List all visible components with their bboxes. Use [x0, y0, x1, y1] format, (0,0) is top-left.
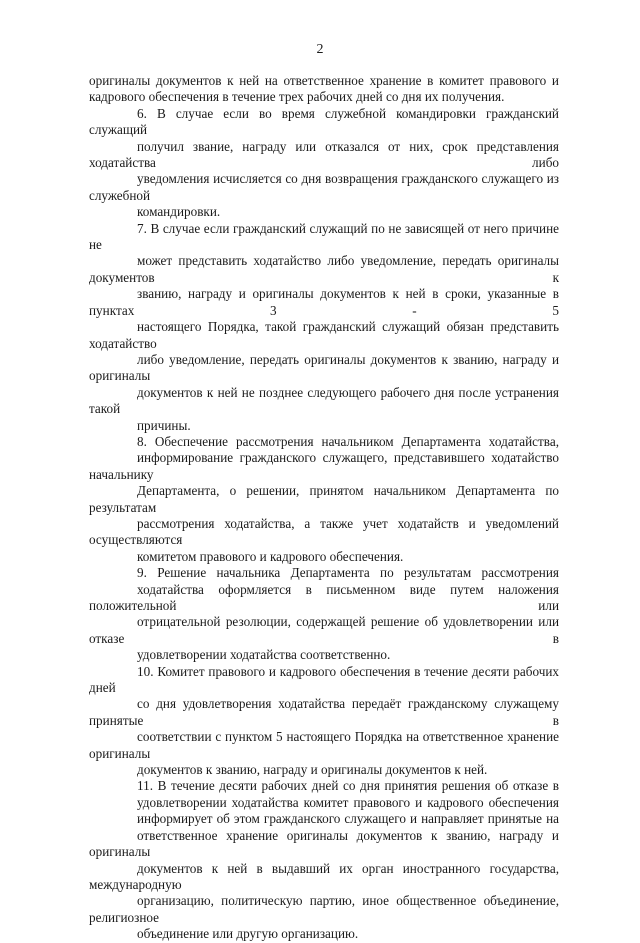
text-line: 8. Обеспечение рассмотрения начальником Департамента ходатайства, — [137, 433, 559, 449]
text-line: удовлетворении ходатайства комитет правового и кадрового обеспечения — [137, 794, 559, 810]
text-line: званию, награду и оригиналы документов к ней в сроки, указанные в пунктах 3 - 5 — [89, 286, 559, 318]
text-line: объединение или другую организацию. — [137, 926, 359, 942]
text-line: 10. Комитет правового и кадрового обеспечения в течение десяти рабочих дней — [89, 663, 559, 696]
text-line: либо уведомление, передать оригиналы документов к званию, награду и оригиналы — [89, 351, 559, 384]
paragraph-6 — [89, 106, 559, 221]
text-line: организацию, политическую партию, иное общественное объединение, религиозное — [89, 893, 559, 925]
paragraph-7 — [89, 221, 559, 434]
text-line: удовлетворении ходатайства соответственно. — [137, 647, 391, 663]
text-line: соответствии с пунктом 5 настоящего Порядка на ответственное хранение оригиналы — [89, 729, 559, 761]
paragraph-8 — [89, 434, 559, 565]
text-line: информирование гражданского служащего, представившего ходатайство начальнику — [89, 450, 559, 482]
paragraph-11 — [89, 778, 559, 942]
text-line: кадрового обеспечения в течение трех рабочих дней со дня их получения. — [89, 89, 505, 105]
page-number: 2 — [316, 42, 324, 57]
text-line: комитетом правового и кадрового обеспечения. — [137, 548, 404, 564]
text-line: настоящего Порядка, такой гражданский служащий обязан представить ходатайство — [89, 319, 559, 351]
text-line: рассмотрения ходатайства, а также учет ходатайств и уведомлений осуществляются — [89, 515, 559, 548]
text-line: Департамента, о решении, принятом начальником Департамента по результатам — [89, 483, 559, 515]
paragraph-10 — [89, 664, 559, 779]
text-line: 6. В случае если во время служебной командировки гражданский служащий — [89, 105, 559, 138]
text-line: 7. В случае если гражданский служащий по не зависящей от него причине не — [89, 220, 559, 253]
text-line: документов к ней не позднее следующего рабочего дня после устранения такой — [89, 384, 559, 417]
text-line: ходатайства оформляется в письменном виде путем наложения положительной или — [89, 581, 559, 613]
text-line: документов к званию, награду и оригиналы документов к ней. — [137, 762, 488, 778]
text-line: получил звание, награду или отказался от них, срок представления ходатайства либо — [89, 138, 559, 171]
text-line: 11. В течение десяти рабочих дней со дня принятия решения об отказе в — [137, 778, 559, 794]
text-line: информирует об этом гражданского служащего и направляет принятые на — [137, 811, 559, 827]
text-line: может представить ходатайство либо уведомление, передать оригиналы документов к — [89, 253, 559, 285]
text-line: со дня удовлетворения ходатайства передаёт гражданскому служащему принятые в — [89, 696, 559, 728]
text-line: 9. Решение начальника Департамента по результатам рассмотрения — [137, 565, 559, 581]
text-line: отрицательной резолюции, содержащей решение об удовлетворении или отказе в — [89, 614, 559, 646]
text-line: ответственное хранение оригиналы документов к званию, награду и оригиналы — [89, 827, 559, 860]
text-line: оригиналы документов к ней на ответственное хранение в комитет правового и — [89, 73, 559, 88]
paragraph-5-continuation — [89, 73, 559, 106]
text-line: командировки. — [137, 204, 221, 220]
text-line: причины. — [137, 417, 191, 433]
document-body — [89, 73, 559, 943]
paragraph-9 — [89, 565, 559, 663]
text-line: документов к ней в выдавший их орган иностранного государства, международную — [89, 860, 559, 892]
text-line: уведомления исчисляется со дня возвращения гражданского служащего из служебной — [89, 171, 559, 203]
